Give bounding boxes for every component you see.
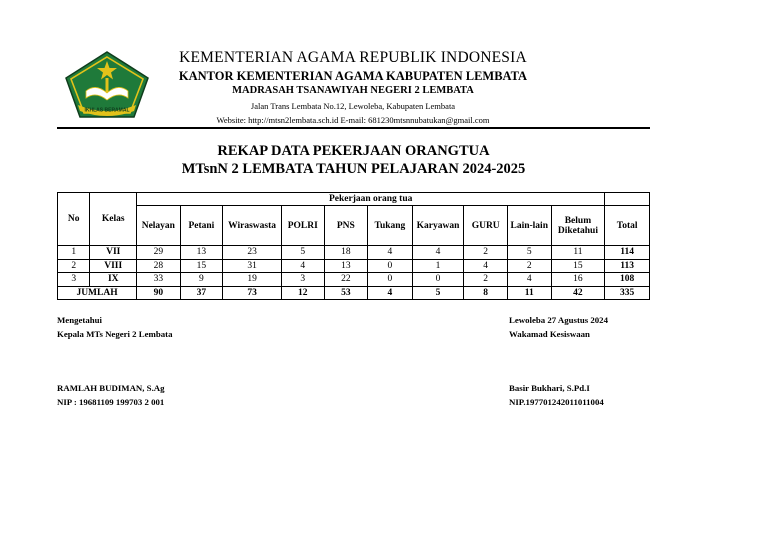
header-occupation: GURU (464, 206, 508, 246)
table-body (58, 246, 650, 300)
cell-value: 1 (412, 259, 464, 273)
cell-value: 0 (368, 273, 413, 287)
cell-no: 2 (58, 259, 90, 273)
office-name: KANTOR KEMENTERIAN AGAMA KABUPATEN LEMBATA (178, 69, 528, 83)
cell-value: 16 (551, 273, 605, 287)
cell-value: 15 (551, 259, 605, 273)
header-occupation: Petani (180, 206, 223, 246)
cell-kelas: VII (90, 246, 137, 260)
cell-value: 23 (223, 246, 282, 260)
cell-sum-value: 42 (551, 286, 605, 300)
header-belum-line1: Belum (564, 215, 592, 226)
school-address: Jalan Trans Lembata No.12, Lewoleba, Kabupaten Lembata (250, 101, 456, 111)
cell-sum-value: 5 (412, 286, 464, 300)
cell-sum-value: 73 (223, 286, 282, 300)
table-row-sum (58, 286, 650, 300)
cell-value: 2 (507, 259, 551, 273)
sig-right-nip: NIP.197701242011011004 (509, 397, 604, 407)
cell-no: 1 (58, 246, 90, 260)
ministry-name: KEMENTERIAN AGAMA REPUBLIK INDONESIA (179, 49, 527, 66)
header-belum-diketahui (551, 206, 605, 246)
cell-value: 13 (324, 259, 368, 273)
cell-value: 18 (324, 246, 368, 260)
header-occupation: Wiraswasta (223, 206, 282, 246)
cell-sum-value: 11 (507, 286, 551, 300)
cell-value: 4 (368, 246, 413, 260)
table-row (58, 259, 650, 273)
cell-value: 4 (507, 273, 551, 287)
cell-value: 11 (551, 246, 605, 260)
cell-total: 114 (605, 246, 650, 260)
school-contact: Website: http://mtsn2lembata.sch.id E-mail: 681230mtsnnubatukan@gmail.com (216, 115, 490, 125)
cell-total: 108 (605, 273, 650, 287)
cell-sum-value: 4 (368, 286, 413, 300)
header-total: Total (605, 206, 650, 246)
cell-value: 2 (464, 246, 508, 260)
cell-kelas: IX (90, 273, 137, 287)
cell-value: 2 (464, 273, 508, 287)
cell-value: 5 (281, 246, 324, 260)
header-occupation: Nelayan (137, 206, 181, 246)
cell-sum-value: 12 (281, 286, 324, 300)
header-occupation: Karyawan (412, 206, 464, 246)
header-group: Pekerjaan orang tua (137, 193, 605, 206)
sig-left-line1: Mengetahui (57, 315, 102, 325)
cell-value: 29 (137, 246, 181, 260)
cell-value: 22 (324, 273, 368, 287)
header-occupation: Lain-lain (507, 206, 551, 246)
cell-value: 5 (507, 246, 551, 260)
cell-sum-value: 53 (324, 286, 368, 300)
sig-left-name: RAMLAH BUDIMAN, S.Ag (57, 383, 165, 393)
cell-value: 0 (368, 259, 413, 273)
cell-sum-value: 90 (137, 286, 181, 300)
occupation-table (57, 192, 650, 300)
header-occupation: Tukang (368, 206, 413, 246)
report-subtitle: MTsnN 2 LEMBATA TAHUN PELAJARAN 2024-2025 (181, 161, 526, 177)
header-total-top (605, 193, 650, 206)
cell-kelas: VIII (90, 259, 137, 273)
cell-sum-label: JUMLAH (58, 286, 137, 300)
school-name: MADRASAH TSANAWIYAH NEGERI 2 LEMBATA (232, 85, 474, 96)
sig-right-line2: Wakamad Kesiswaan (509, 329, 590, 339)
header-belum-line2: Diketahui (557, 225, 598, 236)
sig-right-line1: Lewoleba 27 Agustus 2024 (509, 315, 608, 325)
table-row (58, 246, 650, 260)
cell-value: 9 (180, 273, 223, 287)
cell-value: 3 (281, 273, 324, 287)
cell-value: 0 (412, 273, 464, 287)
cell-value: 13 (180, 246, 223, 260)
sig-left-line2: Kepala MTs Negeri 2 Lembata (57, 329, 173, 339)
cell-no: 3 (58, 273, 90, 287)
header-occupation: PNS (324, 206, 368, 246)
sig-left-nip: NIP : 19681109 199703 2 001 (57, 397, 165, 407)
sig-right-name: Basir Bukhari, S.Pd.I (509, 383, 590, 393)
cell-sum-value: 8 (464, 286, 508, 300)
cell-value: 4 (281, 259, 324, 273)
cell-value: 31 (223, 259, 282, 273)
cell-value: 28 (137, 259, 181, 273)
cell-value: 15 (180, 259, 223, 273)
cell-value: 4 (412, 246, 464, 260)
letterhead-divider (57, 127, 650, 129)
logo-motto: IKHLAS BERAMAL (84, 107, 130, 114)
cell-value: 19 (223, 273, 282, 287)
header-kelas: Kelas (90, 193, 137, 246)
cell-value: 33 (137, 273, 181, 287)
header-no: No (58, 193, 90, 246)
cell-sum-total: 335 (605, 286, 650, 300)
table-row (58, 273, 650, 287)
cell-total: 113 (605, 259, 650, 273)
report-title: REKAP DATA PEKERJAAN ORANGTUA (217, 143, 490, 159)
cell-value: 4 (464, 259, 508, 273)
header-occupation: POLRI (281, 206, 324, 246)
cell-sum-value: 37 (180, 286, 223, 300)
